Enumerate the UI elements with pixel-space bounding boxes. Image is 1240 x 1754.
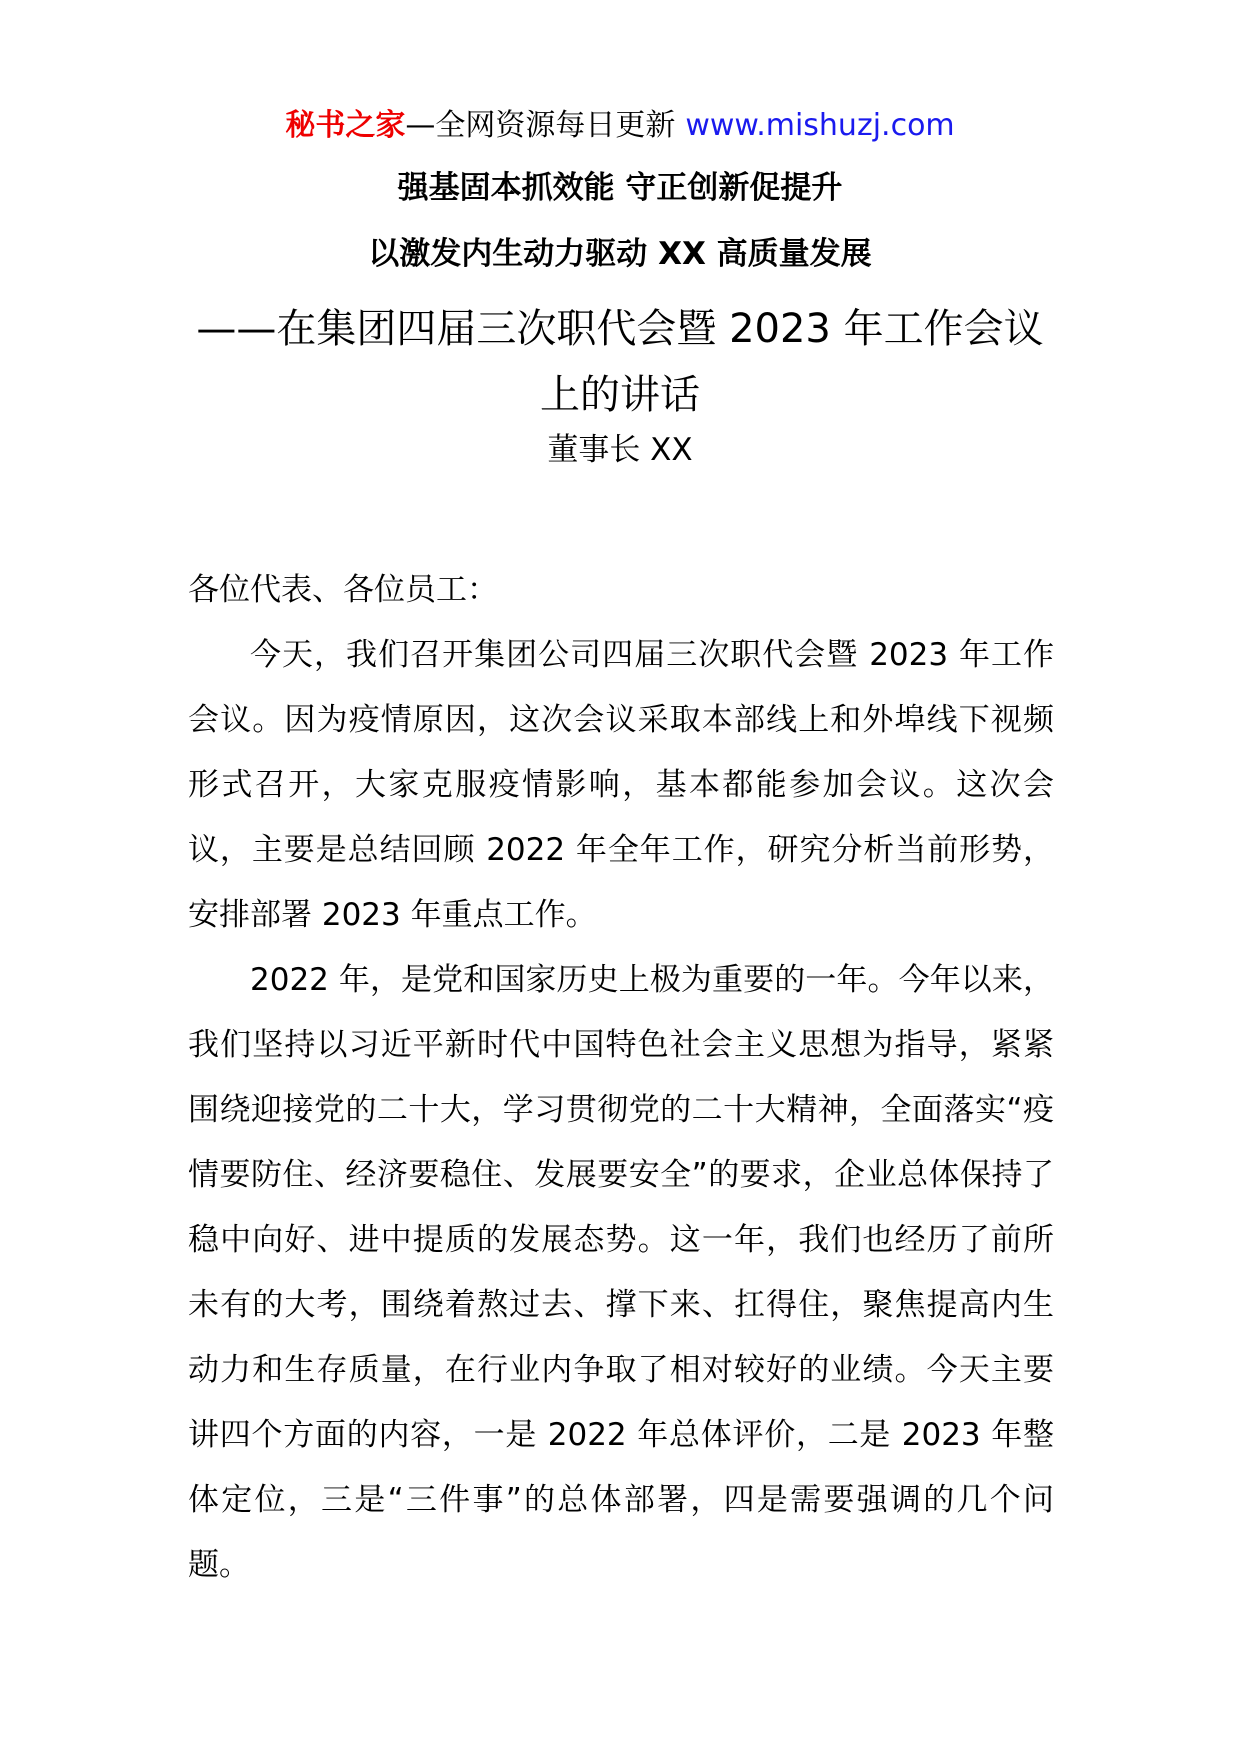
speaker-name: 董事长 XX	[547, 432, 693, 468]
speech-subtitle: ——在集团四届三次职代会暨 2023 年工作会议上的讲话	[196, 306, 1044, 418]
watermark-header	[0, 104, 1240, 148]
body-paragraph-2: 2022 年，是党和国家历史上极为重要的一年。今年以来，我们坚持以习近平新时代中国特色社会主义思想为指导，紧紧围绕迎接党的二十大，学习贯彻党的二十大精神，全面落实“疫情要防住、经济要稳住、发展要安全”的要求，企业总体保持了稳中向好、进中提质的发展态势。这一年，我们也经历了前所未有的大考，围绕着熬过去、撑下来、扛得住，聚焦提高内生动力和生存质量，在行业内争取了相对较好的业绩。今天主要讲四个方面的内容，一是 2022 年总体评价，二是 2023 年整体定位，三是“三件事”的总体部署，四是需要强调的几个问题。	[188, 962, 1054, 1583]
brand-tagline: —全网资源每日更新	[405, 108, 676, 143]
document-body	[188, 558, 1054, 1598]
main-title-line-2: 以激发内生动力驱动 XX 高质量发展	[368, 236, 872, 272]
salutation: 各位代表、各位员工：	[188, 572, 498, 608]
body-paragraph-1: 今天，我们召开集团公司四届三次职代会暨 2023 年工作会议。因为疫情原因，这次会议采取本部线上和外埠线下视频形式召开，大家克服疫情影响，基本都能参加会议。这次会议，主要是总结回顾 2022 年全年工作，研究分析当前形势，安排部署 2023 年重点工作。	[188, 637, 1054, 933]
site-url-link[interactable]: www.mishuzj.com	[685, 108, 955, 143]
main-title-line-1: 强基固本抓效能 守正创新促提升	[397, 170, 843, 206]
brand-name: 秘书之家	[285, 108, 406, 143]
